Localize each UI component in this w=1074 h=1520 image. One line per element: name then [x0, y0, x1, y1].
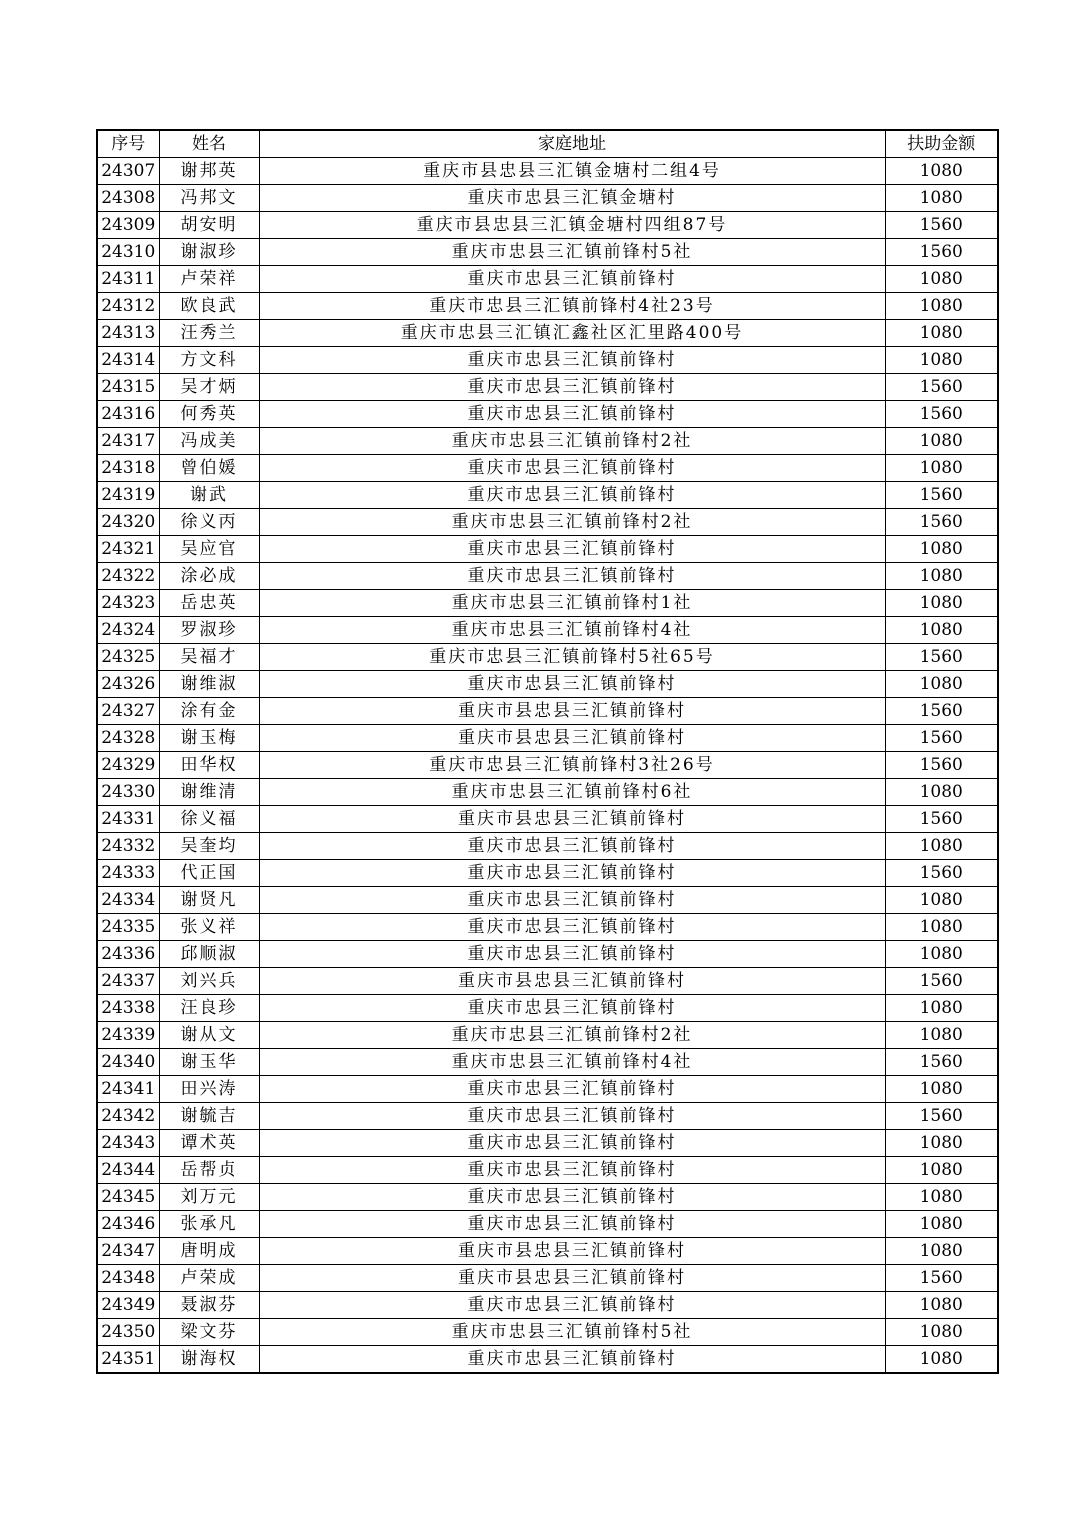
row-name-cell: 谢海权 [159, 1346, 259, 1374]
table-row [97, 1184, 998, 1211]
row-no-cell: 24313 [97, 320, 159, 347]
row-name-cell: 吴奎均 [159, 833, 259, 860]
row-no-cell: 24348 [97, 1265, 159, 1292]
row-amount-cell: 1080 [885, 536, 998, 563]
row-amount-cell: 1080 [885, 833, 998, 860]
row-name-cell: 刘万元 [159, 1184, 259, 1211]
table-row [97, 239, 998, 266]
row-no-cell: 24334 [97, 887, 159, 914]
row-no-cell: 24341 [97, 1076, 159, 1103]
table-row [97, 1211, 998, 1238]
row-amount-cell: 1080 [885, 887, 998, 914]
row-amount-cell: 1080 [885, 1076, 998, 1103]
row-name-cell: 岳帮贞 [159, 1157, 259, 1184]
row-name-cell: 谢玉华 [159, 1049, 259, 1076]
row-address-cell: 重庆市县忠县三汇镇前锋村 [259, 725, 885, 752]
row-name-cell: 涂必成 [159, 563, 259, 590]
row-no-cell: 24319 [97, 482, 159, 509]
row-amount-cell: 1080 [885, 1292, 998, 1319]
row-name-cell: 吴应官 [159, 536, 259, 563]
row-address-cell: 重庆市忠县三汇镇前锋村 [259, 1076, 885, 1103]
row-no-cell: 24322 [97, 563, 159, 590]
row-amount-cell: 1560 [885, 212, 998, 239]
table-row [97, 455, 998, 482]
row-amount-cell: 1560 [885, 644, 998, 671]
row-amount-cell: 1080 [885, 1184, 998, 1211]
table-row [97, 590, 998, 617]
row-address-cell: 重庆市忠县三汇镇前锋村 [259, 563, 885, 590]
table-row [97, 1076, 998, 1103]
row-address-cell: 重庆市忠县三汇镇前锋村 [259, 266, 885, 293]
row-no-cell: 24340 [97, 1049, 159, 1076]
header-no: 序号 [97, 130, 159, 158]
table-row [97, 779, 998, 806]
row-amount-cell: 1080 [885, 617, 998, 644]
row-name-cell: 方文科 [159, 347, 259, 374]
header-address: 家庭地址 [259, 130, 885, 158]
row-name-cell: 汪良珍 [159, 995, 259, 1022]
row-no-cell: 24314 [97, 347, 159, 374]
row-no-cell: 24317 [97, 428, 159, 455]
row-amount-cell: 1080 [885, 563, 998, 590]
row-address-cell: 重庆市忠县三汇镇前锋村2社 [259, 428, 885, 455]
row-no-cell: 24339 [97, 1022, 159, 1049]
table-row [97, 725, 998, 752]
table-row [97, 995, 998, 1022]
row-amount-cell: 1560 [885, 1049, 998, 1076]
row-name-cell: 梁文芬 [159, 1319, 259, 1346]
row-name-cell: 田华权 [159, 752, 259, 779]
row-name-cell: 唐明成 [159, 1238, 259, 1265]
row-name-cell: 谢武 [159, 482, 259, 509]
row-name-cell: 刘兴兵 [159, 968, 259, 995]
row-no-cell: 24331 [97, 806, 159, 833]
header-amount: 扶助金额 [885, 130, 998, 158]
row-amount-cell: 1080 [885, 1238, 998, 1265]
row-no-cell: 24307 [97, 158, 159, 185]
row-name-cell: 徐义丙 [159, 509, 259, 536]
table-row [97, 698, 998, 725]
row-address-cell: 重庆市县忠县三汇镇前锋村 [259, 698, 885, 725]
row-no-cell: 24335 [97, 914, 159, 941]
row-name-cell: 谢维淑 [159, 671, 259, 698]
subsidy-table [96, 129, 999, 1374]
row-no-cell: 24315 [97, 374, 159, 401]
row-name-cell: 徐义福 [159, 806, 259, 833]
row-no-cell: 24342 [97, 1103, 159, 1130]
row-address-cell: 重庆市忠县三汇镇前锋村 [259, 1103, 885, 1130]
table-row [97, 185, 998, 212]
row-name-cell: 何秀英 [159, 401, 259, 428]
row-name-cell: 谢毓吉 [159, 1103, 259, 1130]
row-address-cell: 重庆市县忠县三汇镇前锋村 [259, 1238, 885, 1265]
table-row [97, 509, 998, 536]
row-amount-cell: 1080 [885, 941, 998, 968]
row-address-cell: 重庆市忠县三汇镇前锋村 [259, 1184, 885, 1211]
row-no-cell: 24336 [97, 941, 159, 968]
row-amount-cell: 1080 [885, 779, 998, 806]
row-no-cell: 24347 [97, 1238, 159, 1265]
row-address-cell: 重庆市忠县三汇镇前锋村 [259, 1130, 885, 1157]
table-header-row [97, 130, 998, 158]
row-amount-cell: 1080 [885, 266, 998, 293]
row-name-cell: 吴福才 [159, 644, 259, 671]
row-name-cell: 涂有金 [159, 698, 259, 725]
row-address-cell: 重庆市忠县三汇镇前锋村 [259, 374, 885, 401]
row-name-cell: 谭术英 [159, 1130, 259, 1157]
row-no-cell: 24327 [97, 698, 159, 725]
row-name-cell: 田兴涛 [159, 1076, 259, 1103]
row-no-cell: 24308 [97, 185, 159, 212]
row-amount-cell: 1080 [885, 428, 998, 455]
row-amount-cell: 1080 [885, 914, 998, 941]
row-no-cell: 24330 [97, 779, 159, 806]
row-address-cell: 重庆市忠县三汇镇前锋村2社 [259, 509, 885, 536]
row-address-cell: 重庆市县忠县三汇镇前锋村 [259, 968, 885, 995]
row-name-cell: 张承凡 [159, 1211, 259, 1238]
row-address-cell: 重庆市忠县三汇镇前锋村 [259, 401, 885, 428]
row-amount-cell: 1560 [885, 752, 998, 779]
row-no-cell: 24320 [97, 509, 159, 536]
table-row [97, 401, 998, 428]
row-no-cell: 24349 [97, 1292, 159, 1319]
table-row [97, 536, 998, 563]
row-amount-cell: 1560 [885, 374, 998, 401]
row-address-cell: 重庆市忠县三汇镇前锋村2社 [259, 1022, 885, 1049]
table-row [97, 752, 998, 779]
row-address-cell: 重庆市县忠县三汇镇金塘村二组4号 [259, 158, 885, 185]
table-row [97, 968, 998, 995]
row-no-cell: 24344 [97, 1157, 159, 1184]
row-address-cell: 重庆市忠县三汇镇前锋村5社65号 [259, 644, 885, 671]
table-row [97, 320, 998, 347]
table-row [97, 1346, 998, 1374]
row-address-cell: 重庆市忠县三汇镇前锋村 [259, 833, 885, 860]
table-row [97, 374, 998, 401]
row-no-cell: 24332 [97, 833, 159, 860]
row-address-cell: 重庆市忠县三汇镇前锋村 [259, 1292, 885, 1319]
row-no-cell: 24321 [97, 536, 159, 563]
row-amount-cell: 1560 [885, 401, 998, 428]
row-amount-cell: 1080 [885, 995, 998, 1022]
table-row [97, 1049, 998, 1076]
row-name-cell: 谢玉梅 [159, 725, 259, 752]
table-row [97, 428, 998, 455]
row-amount-cell: 1560 [885, 509, 998, 536]
table-row [97, 806, 998, 833]
row-amount-cell: 1080 [885, 1211, 998, 1238]
row-address-cell: 重庆市忠县三汇镇前锋村 [259, 860, 885, 887]
table-row [97, 1265, 998, 1292]
row-amount-cell: 1080 [885, 671, 998, 698]
row-address-cell: 重庆市忠县三汇镇前锋村 [259, 536, 885, 563]
row-name-cell: 谢维清 [159, 779, 259, 806]
table-row [97, 671, 998, 698]
table-row [97, 617, 998, 644]
row-name-cell: 胡安明 [159, 212, 259, 239]
table-row [97, 1238, 998, 1265]
row-amount-cell: 1560 [885, 482, 998, 509]
row-address-cell: 重庆市忠县三汇镇前锋村1社 [259, 590, 885, 617]
row-amount-cell: 1560 [885, 1265, 998, 1292]
table-row [97, 860, 998, 887]
row-amount-cell: 1560 [885, 698, 998, 725]
row-amount-cell: 1080 [885, 1319, 998, 1346]
row-no-cell: 24311 [97, 266, 159, 293]
row-amount-cell: 1560 [885, 968, 998, 995]
row-no-cell: 24310 [97, 239, 159, 266]
table-row [97, 293, 998, 320]
row-address-cell: 重庆市忠县三汇镇前锋村4社 [259, 1049, 885, 1076]
row-no-cell: 24333 [97, 860, 159, 887]
row-no-cell: 24338 [97, 995, 159, 1022]
row-address-cell: 重庆市忠县三汇镇前锋村 [259, 1157, 885, 1184]
row-address-cell: 重庆市忠县三汇镇前锋村 [259, 887, 885, 914]
table-row [97, 887, 998, 914]
row-name-cell: 岳忠英 [159, 590, 259, 617]
row-no-cell: 24312 [97, 293, 159, 320]
row-amount-cell: 1560 [885, 239, 998, 266]
table-row [97, 347, 998, 374]
row-name-cell: 谢从文 [159, 1022, 259, 1049]
row-address-cell: 重庆市忠县三汇镇前锋村5社 [259, 1319, 885, 1346]
row-amount-cell: 1560 [885, 806, 998, 833]
row-address-cell: 重庆市忠县三汇镇前锋村 [259, 1211, 885, 1238]
row-amount-cell: 1560 [885, 725, 998, 752]
row-name-cell: 邱顺淑 [159, 941, 259, 968]
row-amount-cell: 1080 [885, 347, 998, 374]
row-no-cell: 24323 [97, 590, 159, 617]
row-no-cell: 24316 [97, 401, 159, 428]
row-no-cell: 24309 [97, 212, 159, 239]
row-address-cell: 重庆市忠县三汇镇前锋村 [259, 671, 885, 698]
row-address-cell: 重庆市县忠县三汇镇前锋村 [259, 806, 885, 833]
table-row [97, 1022, 998, 1049]
row-no-cell: 24343 [97, 1130, 159, 1157]
row-name-cell: 冯邦文 [159, 185, 259, 212]
row-address-cell: 重庆市忠县三汇镇前锋村5社 [259, 239, 885, 266]
row-name-cell: 吴才炳 [159, 374, 259, 401]
table-row [97, 1130, 998, 1157]
row-no-cell: 24318 [97, 455, 159, 482]
table-row [97, 644, 998, 671]
row-address-cell: 重庆市忠县三汇镇前锋村 [259, 455, 885, 482]
table-row [97, 482, 998, 509]
table-row [97, 1319, 998, 1346]
row-name-cell: 谢贤凡 [159, 887, 259, 914]
row-address-cell: 重庆市县忠县三汇镇前锋村 [259, 1265, 885, 1292]
row-amount-cell: 1080 [885, 1346, 998, 1374]
row-address-cell: 重庆市忠县三汇镇前锋村 [259, 995, 885, 1022]
table-row [97, 914, 998, 941]
row-no-cell: 24328 [97, 725, 159, 752]
row-name-cell: 欧良武 [159, 293, 259, 320]
table-row [97, 158, 998, 185]
row-address-cell: 重庆市忠县三汇镇前锋村4社23号 [259, 293, 885, 320]
row-address-cell: 重庆市忠县三汇镇前锋村6社 [259, 779, 885, 806]
row-name-cell: 谢淑珍 [159, 239, 259, 266]
row-name-cell: 汪秀兰 [159, 320, 259, 347]
table-row [97, 563, 998, 590]
row-no-cell: 24326 [97, 671, 159, 698]
row-no-cell: 24351 [97, 1346, 159, 1374]
row-address-cell: 重庆市忠县三汇镇前锋村3社26号 [259, 752, 885, 779]
row-address-cell: 重庆市忠县三汇镇前锋村 [259, 347, 885, 374]
row-address-cell: 重庆市忠县三汇镇前锋村 [259, 1346, 885, 1374]
row-amount-cell: 1560 [885, 860, 998, 887]
row-amount-cell: 1080 [885, 1157, 998, 1184]
row-address-cell: 重庆市忠县三汇镇前锋村 [259, 941, 885, 968]
row-no-cell: 24350 [97, 1319, 159, 1346]
table-row [97, 1292, 998, 1319]
row-address-cell: 重庆市县忠县三汇镇金塘村四组87号 [259, 212, 885, 239]
row-amount-cell: 1080 [885, 185, 998, 212]
row-address-cell: 重庆市忠县三汇镇前锋村 [259, 482, 885, 509]
table-row [97, 1157, 998, 1184]
table-row [97, 941, 998, 968]
row-name-cell: 卢荣祥 [159, 266, 259, 293]
row-name-cell: 聂淑芬 [159, 1292, 259, 1319]
row-name-cell: 代正国 [159, 860, 259, 887]
row-no-cell: 24324 [97, 617, 159, 644]
table-row [97, 266, 998, 293]
row-no-cell: 24329 [97, 752, 159, 779]
row-amount-cell: 1080 [885, 1130, 998, 1157]
row-amount-cell: 1080 [885, 293, 998, 320]
row-name-cell: 卢荣成 [159, 1265, 259, 1292]
table-row [97, 833, 998, 860]
table-row [97, 1103, 998, 1130]
row-name-cell: 曾伯媛 [159, 455, 259, 482]
header-name: 姓名 [159, 130, 259, 158]
row-no-cell: 24337 [97, 968, 159, 995]
row-no-cell: 24345 [97, 1184, 159, 1211]
row-amount-cell: 1080 [885, 1022, 998, 1049]
row-name-cell: 谢邦英 [159, 158, 259, 185]
row-no-cell: 24346 [97, 1211, 159, 1238]
row-amount-cell: 1080 [885, 590, 998, 617]
row-name-cell: 张义祥 [159, 914, 259, 941]
row-amount-cell: 1080 [885, 455, 998, 482]
row-address-cell: 重庆市忠县三汇镇前锋村 [259, 914, 885, 941]
row-amount-cell: 1080 [885, 320, 998, 347]
row-name-cell: 罗淑珍 [159, 617, 259, 644]
row-amount-cell: 1080 [885, 158, 998, 185]
row-address-cell: 重庆市忠县三汇镇前锋村4社 [259, 617, 885, 644]
row-name-cell: 冯成美 [159, 428, 259, 455]
row-no-cell: 24325 [97, 644, 159, 671]
row-amount-cell: 1560 [885, 1103, 998, 1130]
row-address-cell: 重庆市忠县三汇镇金塘村 [259, 185, 885, 212]
table-row [97, 212, 998, 239]
row-address-cell: 重庆市忠县三汇镇汇鑫社区汇里路400号 [259, 320, 885, 347]
